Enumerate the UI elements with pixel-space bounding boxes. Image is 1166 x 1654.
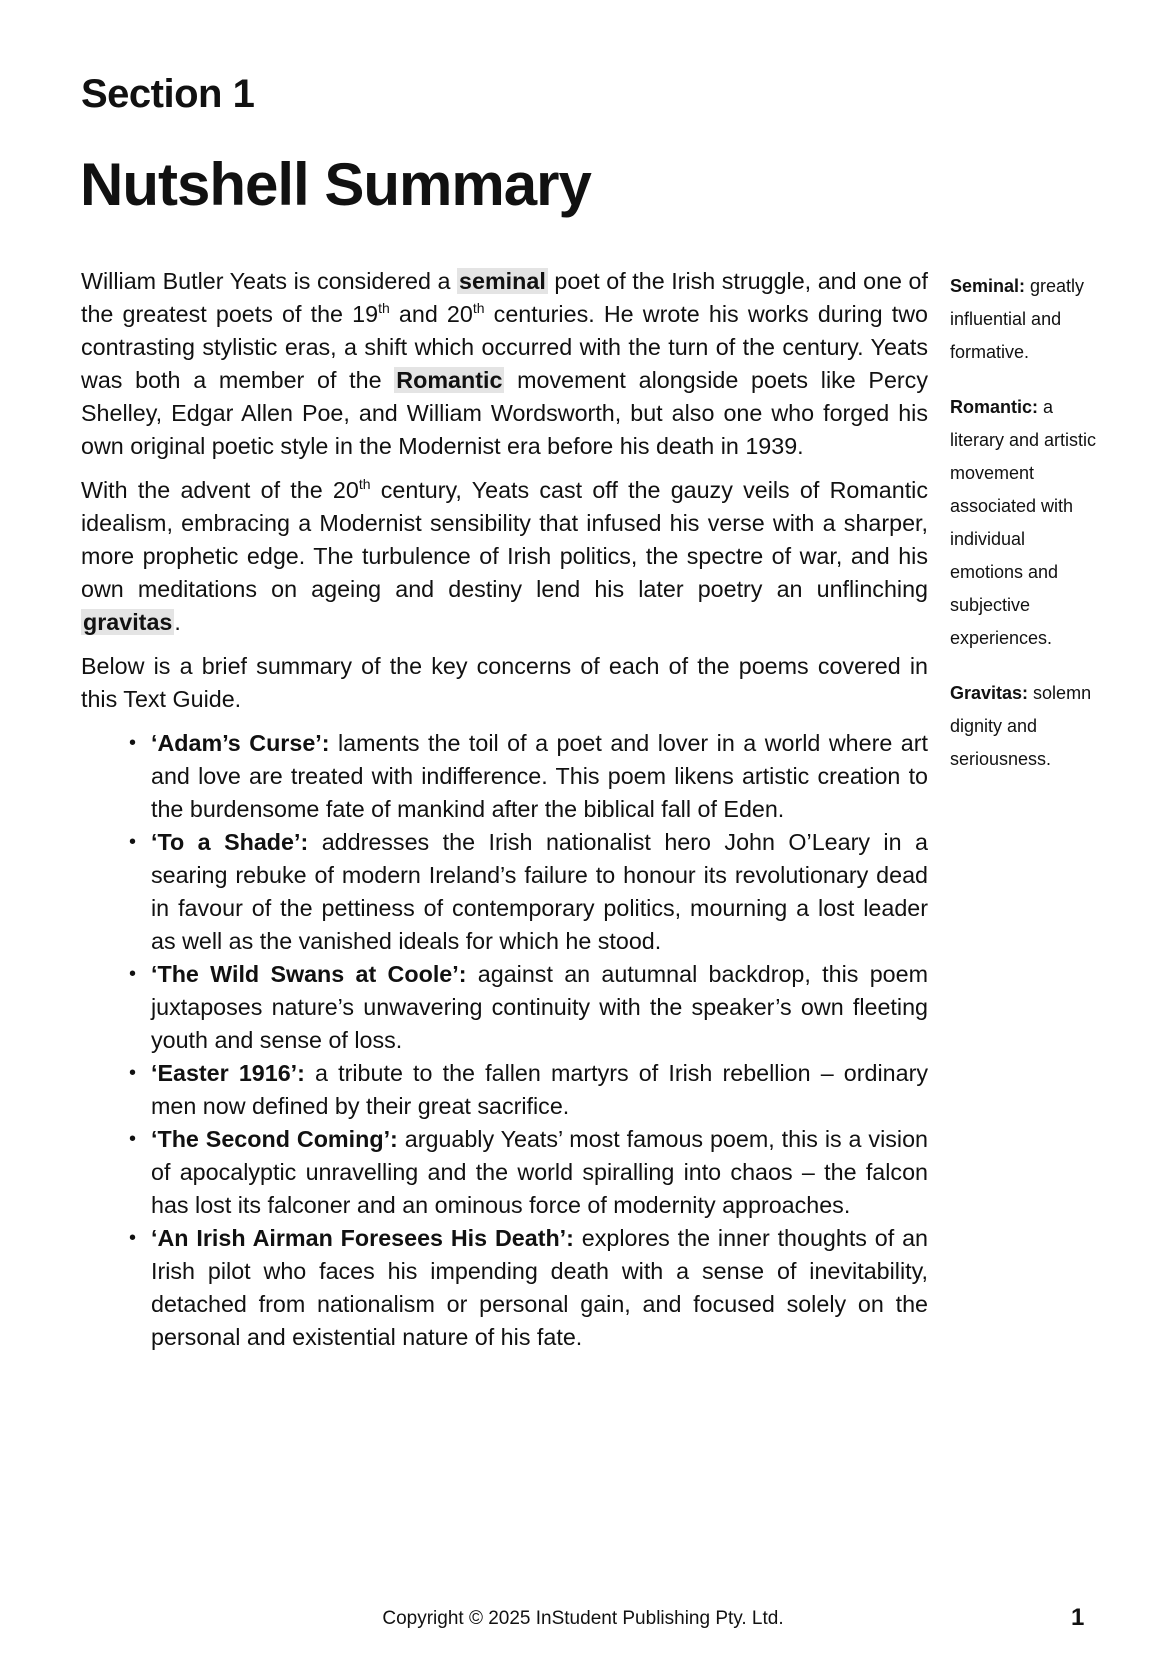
glossary-entry-seminal [950, 270, 1100, 369]
poem-title: ‘The Second Coming’: [151, 1126, 398, 1152]
poem-title: ‘An Irish Airman Foresees His Death’: [151, 1225, 574, 1251]
intro-paragraph [81, 265, 928, 463]
text-run: century, Yeats cast off the gauzy veils of Romantic idealism, embracing a Modernist sensibility that infused his verse with a sharper, more prophetic edge. The turbulence of Irish politics, the spectre of war, and his own meditations on ageing and destiny lend his later poetry an unflinching [81, 477, 928, 602]
poem-description: explores the inner thoughts of an Irish pilot who faces his impending death with a sense of inevitability, detached from nationalism or personal gain, and focused solely on the personal and existential nature of his fate. [151, 1225, 928, 1350]
text-run: William Butler Yeats is considered a [81, 268, 458, 294]
poem-item [151, 727, 928, 826]
poem-item [151, 1057, 928, 1123]
glossary-definition: solemn dignity and seriousness. [950, 683, 1092, 769]
glossary-entry-romantic [950, 391, 1100, 655]
text-run: centuries. He wrote his works during two contrasting stylistic eras, a shift which occurred with the turn of the century. Yeats was both a member of the [81, 301, 928, 393]
poem-title: ‘The Wild Swans at Coole’: [151, 961, 467, 987]
copyright-footer: Copyright © 2025 InStudent Publishing Pty. Ltd. [382, 1608, 784, 1629]
poem-title: ‘To a Shade’: [151, 829, 309, 855]
glossary-definition: a literary and artistic movement associated with individual emotions and subjective experiences. [950, 397, 1097, 648]
poem-description: addresses the Irish nationalist hero John O’Leary in a searing rebuke of modern Ireland’s failure to honour its revolutionary dead in favour of the pettiness of contemporary politics, mourning a lost leader as well as the vanished ideals for which he stood. [151, 829, 928, 954]
poem-description: laments the toil of a poet and lover in a world where art and love are treated with indifference. This poem likens artistic creation to the burdensome fate of mankind after the biblical fall of Eden. [151, 730, 928, 822]
glossary-definition: greatly influential and formative. [950, 276, 1085, 362]
keyword-gravitas: gravitas [83, 609, 173, 635]
text-run: With the advent of the 20 [81, 477, 359, 503]
poem-item [151, 826, 928, 958]
poem-item [151, 1123, 928, 1222]
page-number: 1 [1071, 1604, 1085, 1631]
poem-item [151, 958, 928, 1057]
text-run: movement alongside poets like Percy Shelley, Edgar Allen Poe, and William Wordsworth, but also one who forged his own original poetic style in the Modernist era before his death in 1939. [81, 367, 928, 459]
superscript: th [378, 300, 390, 317]
poem-title: ‘Easter 1916’: [151, 1060, 305, 1086]
glossary-term: Seminal: [950, 276, 1026, 296]
keyword-romantic: Romantic [396, 367, 503, 393]
text-run: and 20 [389, 301, 473, 327]
poem-description: against an autumnal backdrop, this poem juxtaposes nature’s unwavering continuity with the speaker’s own fleeting youth and sense of loss. [151, 961, 928, 1053]
page-title: Nutshell Summary [80, 151, 591, 218]
main-content [81, 265, 928, 1354]
glossary-term: Gravitas: [950, 683, 1029, 703]
keyword-seminal: seminal [459, 268, 546, 294]
poem-description: arguably Yeats’ most famous poem, this is a vision of apocalyptic unravelling and the world spiralling into chaos – the falcon has lost its falconer and an ominous force of modernity approaches. [151, 1126, 928, 1218]
poem-description: a tribute to the fallen martyrs of Irish rebellion – ordinary men now defined by their great sacrifice. [151, 1060, 928, 1119]
poem-item [151, 1222, 928, 1354]
glossary-entry-gravitas [950, 677, 1100, 776]
superscript: th [472, 300, 485, 317]
section-label: Section 1 [81, 72, 255, 116]
glossary-term: Romantic: [950, 397, 1039, 417]
superscript: th [358, 476, 371, 493]
poem-title: ‘Adam’s Curse’: [151, 730, 330, 756]
text-run: . [174, 609, 181, 635]
text-run: poet of the Irish struggle, and one of the greatest poets of the 19 [81, 268, 928, 327]
poem-list [81, 727, 928, 1354]
summary-intro-paragraph: Below is a brief summary of the key concerns of each of the poems covered in this Text Guide. [81, 653, 928, 712]
glossary-sidebar [950, 270, 1100, 798]
modernist-paragraph [81, 474, 928, 639]
